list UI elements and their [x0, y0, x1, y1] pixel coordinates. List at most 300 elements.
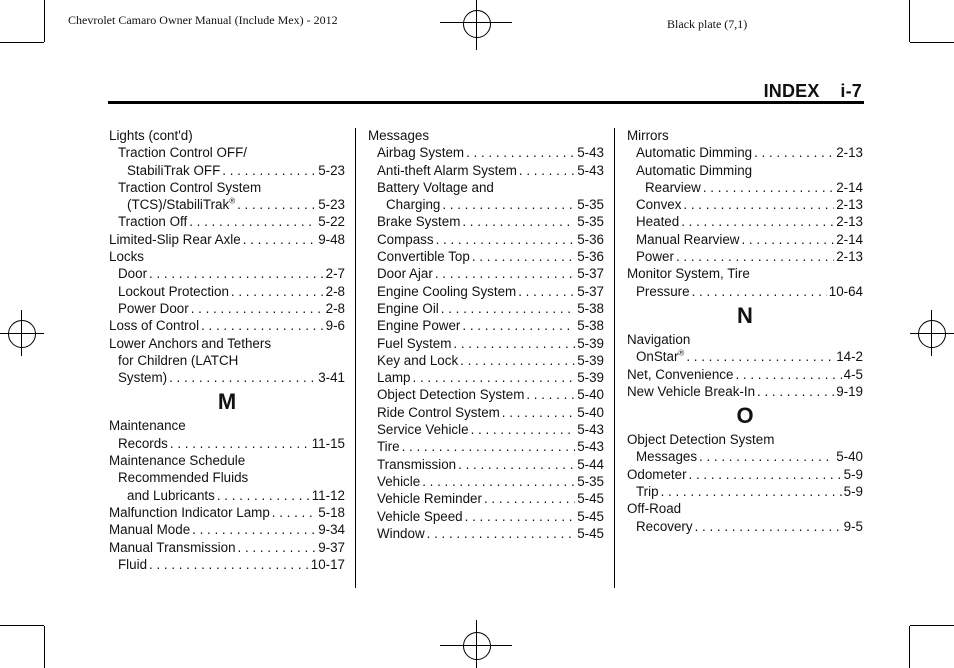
index-column-1: [109, 127, 345, 573]
index-entry: [109, 487, 345, 504]
dot-leader: [169, 369, 316, 386]
entry-term: [636, 248, 674, 265]
page-reference: 5-45: [577, 491, 604, 507]
index-column-2: [368, 127, 604, 542]
dot-leader: [191, 300, 324, 317]
index-entry: [368, 508, 604, 525]
page-reference: 5-43: [577, 422, 604, 438]
dot-leader: [442, 196, 575, 213]
entry-term: [636, 162, 752, 179]
entry-term-text: Lockout Protection: [118, 283, 229, 299]
entry-term-text: Manual Rearview: [636, 231, 740, 247]
entry-term: [377, 352, 458, 369]
index-entry: [368, 144, 604, 161]
entry-term: [377, 404, 500, 421]
dot-leader: [458, 456, 575, 473]
index-entry: [109, 317, 345, 334]
entry-term-text: Lights (cont'd): [109, 128, 193, 143]
page-reference: 5-18: [318, 504, 345, 520]
dot-leader: [681, 213, 834, 230]
entry-term-text: Automatic Dimming: [636, 162, 753, 178]
entry-term-text: Power Door: [118, 300, 189, 316]
index-entry: [627, 265, 863, 282]
entry-term-text: Recovery: [636, 518, 693, 534]
page-reference: 5-43: [577, 439, 604, 455]
index-entry: [627, 144, 863, 161]
page-reference: 11-12: [311, 487, 345, 503]
page-reference: 5-37: [577, 283, 604, 299]
entry-term: [377, 144, 464, 161]
entry-term: [377, 248, 470, 265]
dot-leader: [422, 473, 575, 490]
entry-term: [377, 421, 469, 438]
entry-term-text: Recommended Fluids: [118, 470, 249, 486]
entry-term-text: Object Detection System: [627, 432, 775, 448]
entry-term: [118, 300, 189, 317]
index-entry: [109, 556, 345, 573]
entry-term: [109, 539, 236, 556]
entry-term: [636, 518, 693, 535]
page-reference: 10-17: [310, 556, 345, 572]
entry-term: [377, 317, 460, 334]
dot-leader: [472, 248, 575, 265]
page-reference: 5-35: [577, 473, 604, 489]
entry-term-text: Traction Control System: [118, 179, 262, 195]
entry-term-text: Convex: [636, 197, 682, 213]
entry-term: [118, 213, 187, 230]
index-entry: [627, 518, 863, 535]
page-reference: 5-38: [577, 300, 604, 316]
dot-leader: [519, 162, 575, 179]
index-entry: [368, 162, 604, 179]
page-reference: 5-39: [577, 370, 604, 386]
entry-term: [377, 213, 460, 230]
index-entry: [627, 366, 863, 383]
page-reference: 5-45: [577, 525, 604, 541]
entry-term: [645, 179, 701, 196]
entry-term-text: Heated: [636, 214, 680, 230]
section-letter: O: [736, 403, 754, 429]
index-entry: [368, 231, 604, 248]
page-reference: 5-23: [318, 162, 345, 178]
dot-leader: [502, 404, 575, 421]
page-reference: 2-14: [836, 231, 863, 247]
dot-leader: [526, 386, 575, 403]
dot-leader: [170, 435, 310, 452]
entry-term: [109, 335, 271, 352]
registered-mark: ®: [229, 196, 236, 206]
entry-term: [636, 231, 739, 248]
page-reference: 2-13: [836, 145, 863, 161]
entry-term-text: OnStar: [636, 349, 679, 365]
page-reference: 2-7: [325, 266, 345, 282]
entry-term: [118, 352, 238, 369]
index-entry: [109, 196, 345, 213]
page-reference: 5-38: [577, 318, 604, 334]
index-entry: [368, 456, 604, 473]
index-entry: [627, 213, 863, 230]
index-entry: [109, 179, 345, 196]
dot-leader: [462, 213, 575, 230]
entry-term: [118, 435, 168, 452]
page-reference: 2-13: [836, 214, 863, 230]
page-reference: 2-13: [836, 197, 863, 213]
index-entry: [368, 265, 604, 282]
index-entry: [627, 500, 863, 517]
entry-term-text: Maintenance Schedule: [109, 453, 246, 469]
index-entry: [627, 283, 863, 300]
entry-term: [377, 473, 420, 490]
entry-term: [109, 248, 144, 265]
page-reference: 5-40: [836, 449, 863, 465]
entry-term-text: Vehicle Speed: [377, 508, 463, 524]
entry-term-text: Automatic Dimming: [636, 145, 753, 161]
entry-term-text: Off-Road: [627, 501, 682, 517]
entry-term-text: Battery Voltage and: [377, 179, 494, 195]
entry-term: [377, 508, 463, 525]
entry-term-text: Power: [636, 249, 674, 265]
entry-term-text: Engine Power: [377, 318, 461, 334]
entry-term-text: Manual Mode: [109, 522, 191, 538]
dot-leader: [471, 421, 576, 438]
entry-term: [377, 300, 439, 317]
entry-term: [386, 196, 440, 213]
column-divider: [614, 128, 615, 588]
dot-leader: [243, 231, 316, 248]
entry-term-text: Limited-Slip Rear Axle: [109, 231, 241, 247]
index-entry: [368, 369, 604, 386]
entry-term: [627, 127, 669, 144]
index-entry: [627, 248, 863, 265]
index-entry: [109, 300, 345, 317]
entry-term-text: Object Detection System: [377, 387, 525, 403]
entry-term: [377, 265, 433, 282]
dot-leader: [703, 179, 834, 196]
entry-term: [377, 490, 482, 507]
dot-leader: [192, 521, 316, 538]
entry-term: [377, 438, 400, 455]
page-reference: 3-41: [318, 370, 345, 386]
page-reference: 2-8: [325, 283, 345, 299]
index-entry: [368, 248, 604, 265]
index-entry: [109, 248, 345, 265]
entry-term-text: and Lubricants: [127, 487, 215, 503]
entry-term: [636, 348, 684, 365]
index-entry: [109, 213, 345, 230]
page-reference: 5-9: [843, 484, 863, 500]
entry-term: [127, 196, 235, 213]
header-rule: [108, 101, 864, 104]
entry-term-text: Transmission: [377, 456, 457, 472]
index-entry: [109, 335, 345, 352]
dot-leader: [661, 483, 842, 500]
entry-term-text: Vehicle Reminder: [377, 491, 482, 507]
dot-leader: [735, 366, 841, 383]
dot-leader: [189, 213, 316, 230]
entry-term: [118, 283, 229, 300]
entry-term-text: Convertible Top: [377, 249, 470, 265]
index-entry: [109, 127, 345, 144]
index-entry: [368, 386, 604, 403]
dot-leader: [149, 265, 324, 282]
index-entry: [627, 331, 863, 348]
dot-leader: [741, 231, 834, 248]
entry-term: [377, 386, 524, 403]
index-entry: [627, 448, 863, 465]
entry-term-text: New Vehicle Break-In: [627, 383, 756, 399]
dot-leader: [413, 369, 576, 386]
page-reference: 5-9: [843, 466, 863, 482]
entry-term-text: Door Ajar: [377, 266, 433, 282]
index-entry: [368, 404, 604, 421]
dot-leader: [757, 383, 834, 400]
page-reference: 5-40: [577, 387, 604, 403]
page-reference: 5-35: [577, 214, 604, 230]
page-reference: 14-2: [836, 349, 863, 365]
entry-term: [627, 331, 690, 348]
page-reference: 5-22: [318, 214, 345, 230]
entry-term-text: Records: [118, 435, 168, 451]
entry-term: [127, 162, 220, 179]
index-entry: [109, 521, 345, 538]
page-reference: 11-15: [311, 435, 345, 451]
entry-term-text: for Children (LATCH: [118, 352, 239, 368]
page-reference: 5-43: [577, 145, 604, 161]
entry-term-text: Odometer: [627, 466, 687, 482]
dot-leader: [754, 144, 834, 161]
running-header-title: Chevrolet Camaro Owner Manual (Include Mex) - 2012: [68, 13, 338, 27]
entry-term: [627, 383, 755, 400]
page-reference: 9-48: [318, 231, 345, 247]
entry-term: [127, 487, 215, 504]
entry-term: [627, 366, 733, 383]
dot-leader: [272, 504, 316, 521]
page-reference: 2-8: [325, 300, 345, 316]
index-entry: [368, 213, 604, 230]
entry-term-text: Manual Transmission: [109, 539, 236, 555]
dot-leader: [683, 196, 834, 213]
dot-leader: [695, 518, 842, 535]
dot-leader: [237, 196, 316, 213]
entry-term-text: System): [118, 370, 168, 386]
page-reference: 9-19: [836, 383, 863, 399]
entry-term-text: Engine Oil: [377, 300, 439, 316]
entry-term-text: Engine Cooling System: [377, 283, 517, 299]
index-entry: [368, 283, 604, 300]
index-entry: [109, 539, 345, 556]
entry-term-text: Door: [118, 266, 148, 282]
dot-leader: [676, 248, 834, 265]
index-entry: [109, 469, 345, 486]
page-reference: 5-39: [577, 352, 604, 368]
dot-leader: [201, 317, 324, 334]
entry-term-text: Tire: [377, 439, 400, 455]
entry-term: [377, 369, 411, 386]
page-reference: 5-40: [577, 404, 604, 420]
entry-term: [636, 283, 690, 300]
index-entry: [368, 473, 604, 490]
entry-term-text: Malfunction Indicator Lamp: [109, 504, 270, 520]
entry-term: [377, 162, 517, 179]
entry-term: [377, 456, 456, 473]
entry-term-text: Mirrors: [627, 128, 669, 143]
entry-term-text: Maintenance: [109, 418, 186, 434]
dot-leader: [689, 466, 842, 483]
entry-term: [109, 231, 241, 248]
index-entry: [368, 421, 604, 438]
dot-leader: [484, 490, 575, 507]
index-entry: [109, 231, 345, 248]
dot-leader: [466, 144, 575, 161]
entry-term-text: Loss of Control: [109, 318, 200, 334]
dot-leader: [692, 283, 827, 300]
page-reference: 9-5: [843, 518, 863, 534]
page-reference: 9-37: [318, 539, 345, 555]
index-entry: [368, 490, 604, 507]
entry-term-text: Brake System: [377, 214, 461, 230]
entry-term-text: Service Vehicle: [377, 422, 469, 438]
entry-term: [627, 500, 681, 517]
dot-leader: [518, 283, 575, 300]
entry-term-text: Monitor System, Tire: [627, 266, 750, 282]
entry-term: [118, 265, 147, 282]
entry-term-text: (TCS)/StabiliTrak: [127, 197, 230, 213]
entry-term: [636, 483, 659, 500]
entry-term: [109, 521, 190, 538]
entry-term: [627, 431, 774, 448]
index-entry: [109, 283, 345, 300]
page-reference: 2-14: [836, 179, 863, 195]
dot-leader: [435, 265, 575, 282]
entry-term: [118, 179, 261, 196]
entry-term-text: Key and Lock: [377, 352, 459, 368]
index-entry: [627, 483, 863, 500]
dot-leader: [149, 556, 309, 573]
entry-term-text: Net, Convenience: [627, 366, 734, 382]
page-reference: 5-39: [577, 335, 604, 351]
entry-term-text: Fluid: [118, 556, 148, 572]
page-reference: 5-36: [577, 249, 604, 265]
entry-term-text: Airbag System: [377, 145, 465, 161]
entry-term: [118, 556, 147, 573]
dot-leader: [465, 508, 576, 525]
index-entry: [109, 504, 345, 521]
index-entry: [109, 265, 345, 282]
entry-term-text: Traction Control OFF/: [118, 145, 247, 161]
page-reference: 2-13: [836, 249, 863, 265]
index-entry: [627, 466, 863, 483]
dot-leader: [436, 231, 576, 248]
entry-term-text: Rearview: [645, 179, 701, 195]
registered-mark: ®: [678, 348, 685, 358]
dot-leader: [441, 300, 575, 317]
entry-term: [109, 504, 270, 521]
page-reference: 9-34: [318, 522, 345, 538]
entry-term: [109, 127, 193, 144]
entry-term: [377, 283, 516, 300]
index-entry: [368, 196, 604, 213]
index-entry: [627, 383, 863, 400]
page-reference: 5-23: [318, 197, 345, 213]
dot-leader: [462, 317, 575, 334]
index-entry: [627, 162, 863, 179]
entry-term: [636, 448, 697, 465]
entry-term-text: Trip: [636, 484, 659, 500]
index-column-3: [627, 127, 863, 535]
entry-term: [118, 144, 247, 161]
index-entry: [368, 179, 604, 196]
entry-term-text: Fuel System: [377, 335, 452, 351]
index-entry: [368, 317, 604, 334]
page-title: INDEX i-7: [763, 81, 862, 101]
index-entry: [368, 300, 604, 317]
entry-term: [118, 469, 248, 486]
index-entry: [109, 452, 345, 469]
page-reference: 5-45: [577, 508, 604, 524]
index-entry: [109, 417, 345, 434]
entry-term: [377, 231, 434, 248]
entry-term-text: Compass: [377, 231, 434, 247]
entry-term-text: Charging: [386, 197, 441, 213]
dot-leader: [460, 352, 575, 369]
index-entry: [627, 348, 863, 365]
entry-term: [377, 525, 425, 542]
index-entry: [627, 231, 863, 248]
index-entry: [627, 179, 863, 196]
entry-term-text: Window: [377, 525, 425, 541]
index-entry: [368, 352, 604, 369]
index-entry: [109, 144, 345, 161]
entry-term: [368, 127, 429, 144]
dot-leader: [217, 487, 310, 504]
index-entry: [368, 438, 604, 455]
index-entry: [109, 369, 345, 386]
dot-leader: [402, 438, 576, 455]
index-entry: [109, 435, 345, 452]
dot-leader: [222, 162, 316, 179]
entry-term-text: Locks: [109, 249, 144, 265]
entry-term: [118, 369, 167, 386]
page-reference: 9-6: [325, 318, 345, 334]
entry-term-text: Navigation: [627, 331, 691, 347]
dot-leader: [453, 335, 575, 352]
dot-leader: [427, 525, 576, 542]
dot-leader: [686, 348, 834, 365]
page-reference: 5-44: [577, 456, 604, 472]
page-reference: 5-35: [577, 197, 604, 213]
section-letter: N: [737, 302, 753, 328]
entry-term: [109, 452, 245, 469]
entry-term: [109, 417, 186, 434]
column-divider: [355, 128, 356, 588]
index-entry: [109, 162, 345, 179]
entry-term: [636, 213, 679, 230]
page-reference: 4-5: [843, 366, 863, 382]
entry-term-text: Pressure: [636, 283, 690, 299]
entry-term: [377, 335, 451, 352]
entry-term-text: StabiliTrak OFF: [127, 162, 221, 178]
entry-term-text: Messages: [368, 128, 430, 143]
index-entry: [368, 335, 604, 352]
entry-term: [377, 179, 494, 196]
dot-leader: [699, 448, 834, 465]
index-entry: [627, 196, 863, 213]
entry-term: [627, 265, 750, 282]
page-reference: 5-37: [577, 266, 604, 282]
dot-leader: [238, 539, 317, 556]
entry-term-text: Ride Control System: [377, 404, 500, 420]
entry-term-text: Vehicle: [377, 473, 421, 489]
